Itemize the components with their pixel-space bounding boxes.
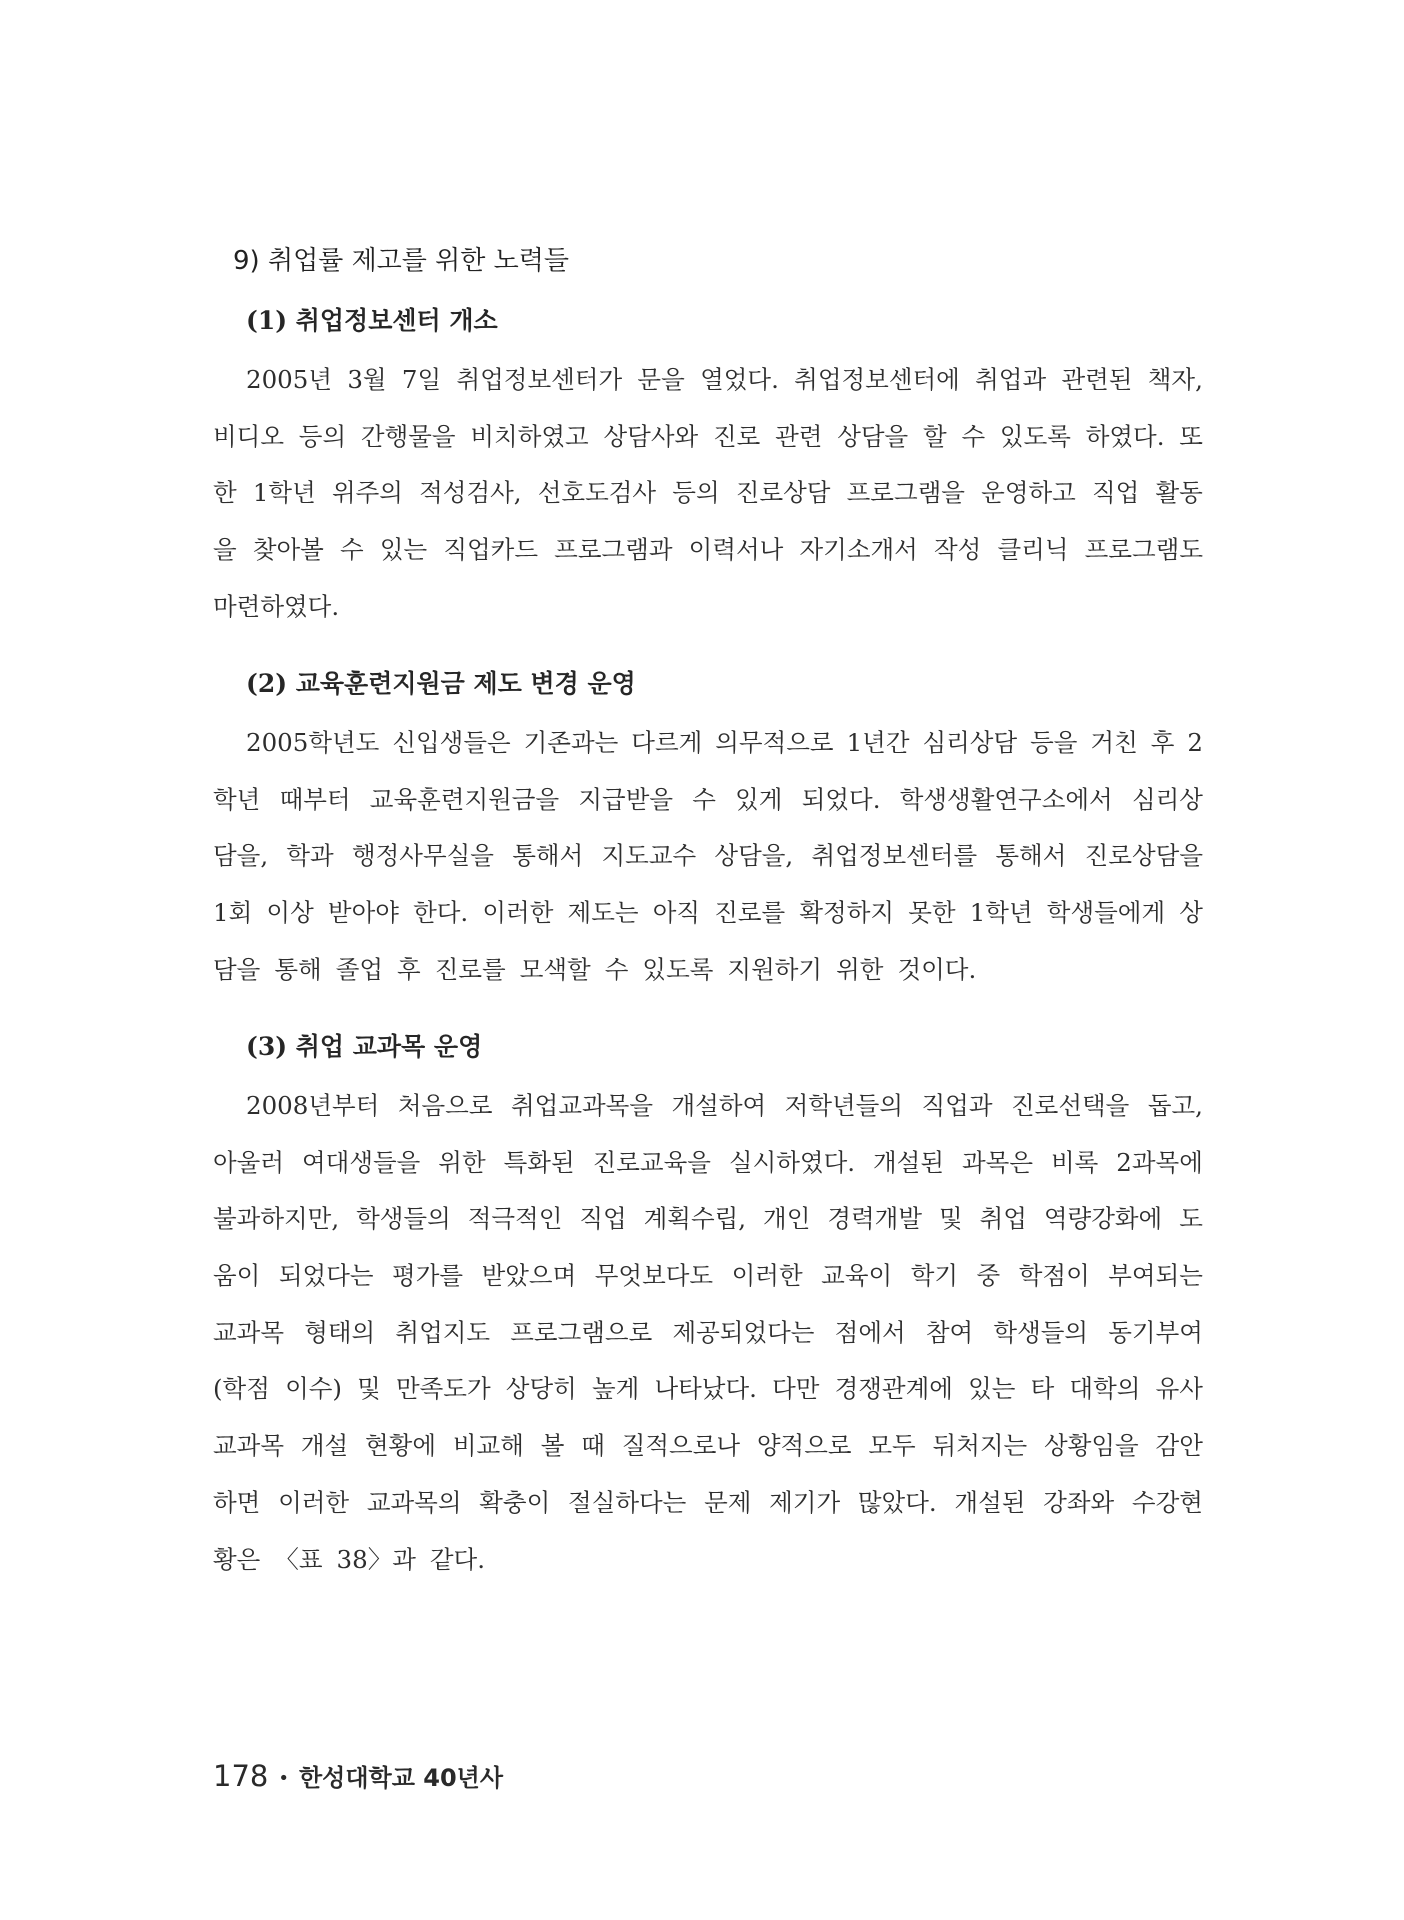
word: 활동 — [1155, 478, 1203, 508]
word: (학점 — [213, 1374, 270, 1404]
paragraph-line — [213, 522, 1203, 579]
paragraph-line — [213, 828, 1203, 885]
paragraph-line — [213, 715, 1203, 772]
word: 있도록 — [999, 421, 1071, 451]
subsection-2 — [213, 665, 1203, 998]
word: 거친 — [1090, 728, 1138, 757]
word: 프로그램과 — [554, 535, 673, 565]
word: 취업지도 — [395, 1317, 491, 1347]
page-footer — [213, 1758, 503, 1793]
paragraph-line — [213, 1418, 1203, 1475]
word: 학점이 — [1018, 1261, 1090, 1291]
word: 이러한 — [731, 1261, 803, 1291]
word: 등의 — [672, 478, 720, 508]
footer-bullet: • — [278, 1768, 289, 1789]
word: 학생들에게 — [1046, 898, 1166, 928]
word: 볼 — [540, 1431, 565, 1461]
word: 이력서나 — [688, 535, 784, 565]
word: 교과목 — [213, 1317, 285, 1347]
word: 3월 — [347, 365, 387, 394]
word: 하면 — [213, 1487, 261, 1517]
page-number: 178 — [213, 1759, 269, 1793]
word: 문을 — [637, 365, 685, 394]
word: 교과목 — [213, 1431, 285, 1461]
word: 직업카드 — [443, 535, 538, 565]
word: 38〉과 — [336, 1544, 416, 1574]
word: 때부터 — [279, 784, 351, 814]
word: 아직 — [652, 898, 701, 928]
word: 유사 — [1155, 1374, 1203, 1404]
word: 수 — [692, 784, 716, 814]
word: 비디오 — [213, 421, 285, 451]
word: 후 — [1150, 728, 1175, 757]
word: 진로상담 — [735, 478, 831, 508]
word: 있는 — [379, 535, 428, 565]
paragraph-line — [213, 942, 1203, 999]
word: 있게 — [735, 784, 783, 814]
word: 비교해 — [452, 1431, 524, 1461]
paragraph-line — [213, 772, 1203, 829]
word: 평가를 — [392, 1261, 464, 1291]
word: 교육이 — [821, 1261, 893, 1291]
word: 타 — [1030, 1374, 1055, 1404]
word: 개설 — [300, 1431, 349, 1461]
word: 또 — [1179, 421, 1203, 451]
word: 2과목에 — [1116, 1147, 1203, 1177]
word: 기존과는 — [523, 728, 619, 757]
word: 있는 — [968, 1374, 1016, 1404]
word: 담을 — [213, 954, 261, 984]
word: 졸업 — [335, 954, 384, 984]
word: 수 — [340, 535, 364, 565]
word: 참여 — [925, 1317, 974, 1347]
word: 〈표 — [274, 1544, 323, 1574]
word: 심리상담 — [922, 728, 1018, 757]
word: 처음으로 — [397, 1091, 493, 1120]
word: 받았으며 — [481, 1261, 577, 1291]
word: 프로그램도 — [1084, 535, 1203, 565]
word: 뒤처지는 — [932, 1431, 1028, 1461]
paragraph-line — [213, 1191, 1203, 1248]
word: 2005년 — [246, 365, 333, 394]
word: 진로교육을 — [592, 1147, 711, 1177]
word: 담을, — [213, 841, 269, 871]
word: 위주의 — [331, 478, 403, 508]
word: 및 — [357, 1374, 381, 1404]
word: 못한 — [908, 898, 956, 928]
word: 학년 — [213, 784, 261, 814]
word: 하였다. — [1085, 421, 1165, 451]
word: 지원하기 — [727, 954, 823, 984]
word: 운영하고 — [981, 478, 1076, 508]
document-page — [213, 0, 1203, 1920]
word: 제도는 — [567, 898, 639, 928]
subsection-title: (2) 교육훈련지원금 제도 변경 운영 — [246, 669, 636, 698]
word: 때 — [581, 1431, 605, 1461]
word: 황은 — [213, 1544, 261, 1574]
word: 열었다. — [700, 365, 779, 394]
word: 경쟁관계에 — [834, 1374, 953, 1404]
word: 7일 — [401, 365, 442, 394]
word: 할 — [923, 421, 947, 451]
paragraph-line — [213, 1078, 1203, 1135]
word: 행정사무실을 — [351, 841, 494, 871]
paragraph — [213, 1078, 1203, 1588]
word: 적성검사, — [419, 478, 522, 508]
word: 1학년 — [252, 478, 316, 508]
word: 중 — [976, 1261, 1001, 1291]
word: 이상 — [266, 898, 314, 928]
word: 프로그램으로 — [510, 1317, 653, 1347]
word: 불과하지만, — [213, 1204, 340, 1234]
word: 학생생활연구소에서 — [899, 784, 1113, 814]
word: 부여되는 — [1108, 1261, 1203, 1291]
word: 직업 — [579, 1204, 627, 1234]
word: 취업정보센터에 — [794, 365, 960, 394]
word: 통해서 — [512, 841, 584, 871]
word: 취업 — [979, 1204, 1027, 1234]
word: 만족도가 — [395, 1374, 491, 1404]
word: 무엇보다도 — [594, 1261, 714, 1291]
word: 관련 — [775, 421, 823, 451]
word: 교육훈련지원금을 — [369, 784, 560, 814]
word: 나타났다. — [654, 1374, 757, 1404]
word: 한다. — [413, 898, 469, 928]
word: 직업 — [1092, 478, 1140, 508]
paragraph-line — [213, 1135, 1203, 1192]
word: 취업교과목을 — [511, 1091, 654, 1120]
word: 수 — [604, 954, 629, 984]
subsection-title: (1) 취업정보센터 개소 — [246, 306, 498, 335]
word: 진로상담을 — [1084, 841, 1203, 871]
word: 심리상 — [1131, 784, 1203, 814]
word: 학기 — [910, 1261, 959, 1291]
word: 진로를 — [714, 898, 786, 928]
word: 작성 — [933, 535, 982, 565]
word: 받아야 — [327, 898, 399, 928]
word: 등의 — [298, 421, 347, 451]
word: 지급받을 — [578, 784, 674, 814]
word: 확충이 — [479, 1487, 551, 1517]
word: 움이 — [213, 1261, 261, 1291]
section-heading: 9) 취업률 제고를 위한 노력들 — [233, 246, 570, 276]
word: 의무적으로 — [715, 728, 834, 757]
word: 제공되었다는 — [672, 1317, 815, 1347]
word: 대학의 — [1069, 1374, 1141, 1404]
word: 후 — [397, 954, 421, 984]
word: 제기가 — [769, 1487, 841, 1517]
word: 비록 — [1050, 1147, 1099, 1177]
word: 수강현 — [1131, 1487, 1203, 1517]
word: 여대생들을 — [301, 1147, 421, 1177]
word: 1학년 — [969, 898, 1033, 928]
word: 학생들의 — [993, 1317, 1089, 1347]
word: 질적으로나 — [621, 1431, 741, 1461]
word: 수 — [961, 421, 986, 451]
word: 개설하여 — [671, 1091, 767, 1120]
word: 2 — [1187, 728, 1203, 757]
word: 양적으로 — [756, 1431, 852, 1461]
word: 교과목의 — [366, 1487, 462, 1517]
word: 돕고, — [1147, 1091, 1203, 1120]
word: 다르게 — [631, 728, 703, 757]
word: 같다. — [429, 1544, 485, 1574]
word: 다만 — [772, 1374, 820, 1404]
paragraph-line — [213, 1305, 1203, 1362]
word: 실시하였다. — [728, 1147, 856, 1177]
subsection-title: (3) 취업 교과목 운영 — [246, 1032, 483, 1061]
word: 통해 — [274, 954, 322, 984]
word: 신입생들은 — [392, 728, 511, 757]
word: 많았다. — [857, 1487, 937, 1517]
word: 2008년부터 — [246, 1091, 380, 1120]
word: 비치하였고 — [470, 421, 589, 451]
book-title: 한성대학교 40년사 — [298, 1764, 504, 1792]
word: 적극적인 — [467, 1204, 563, 1234]
word: 클리닉 — [997, 535, 1069, 565]
paragraph — [213, 715, 1203, 998]
paragraph — [213, 352, 1203, 635]
word: 저학년들의 — [784, 1091, 903, 1120]
word: 역량강화에 — [1043, 1204, 1163, 1234]
word: 것이다. — [897, 954, 977, 984]
word: 진로 — [712, 421, 761, 451]
word: 진로를 — [434, 954, 506, 984]
word: 한 — [213, 478, 237, 508]
word: 아울러 — [213, 1147, 285, 1177]
paragraph-line — [213, 1361, 1203, 1418]
word: 모색할 — [519, 954, 591, 984]
word: 책자, — [1147, 365, 1203, 394]
word: 지도교수 — [601, 841, 697, 871]
paragraph-line — [213, 409, 1203, 466]
word: 위한 — [438, 1147, 486, 1177]
word: 취업과 — [975, 365, 1047, 394]
word: 되었다는 — [278, 1261, 374, 1291]
word: 직업과 — [921, 1091, 993, 1120]
word: 간행물을 — [360, 421, 456, 451]
word: 및 — [938, 1204, 963, 1234]
word: 상담을, — [714, 841, 794, 871]
word: 현황에 — [365, 1431, 437, 1461]
word: 상 — [1179, 898, 1203, 928]
word: 자기소개서 — [799, 535, 918, 565]
word: 동기부여 — [1108, 1317, 1203, 1347]
word: 이수) — [285, 1374, 342, 1404]
word: 절실하다는 — [567, 1487, 687, 1517]
word: 통해서 — [995, 841, 1067, 871]
word: 상담사와 — [603, 421, 699, 451]
word: 점에서 — [834, 1317, 906, 1347]
paragraph-line — [213, 579, 1203, 636]
word: 을 — [213, 535, 237, 565]
word: 개인 — [763, 1204, 811, 1234]
paragraph-line — [213, 1475, 1203, 1532]
paragraph-line — [213, 1248, 1203, 1305]
word: 학생들의 — [356, 1204, 451, 1234]
word: 모두 — [868, 1431, 916, 1461]
word: 경력개발 — [827, 1204, 923, 1234]
subsection-1 — [213, 302, 1203, 635]
word: 이러한 — [482, 898, 554, 928]
word: 되었다. — [801, 784, 881, 814]
word: 찾아볼 — [252, 535, 324, 565]
word: 상담을 — [837, 421, 909, 451]
word: 개설된 — [873, 1147, 945, 1177]
word: 감안 — [1155, 1431, 1203, 1461]
word: 특화된 — [503, 1147, 575, 1177]
word: 취업정보센터를 — [811, 841, 978, 871]
word: 위한 — [836, 954, 884, 984]
word: 취업정보센터가 — [456, 365, 623, 394]
word: 마련하였다. — [213, 591, 340, 621]
word: 형태의 — [304, 1317, 376, 1347]
paragraph-line — [213, 465, 1203, 522]
word: 개설된 — [954, 1487, 1026, 1517]
subsection-3 — [213, 1028, 1203, 1588]
word: 도 — [1179, 1204, 1203, 1234]
paragraph-line — [213, 352, 1203, 409]
word: 진로선택을 — [1010, 1091, 1130, 1120]
word: 1회 — [213, 898, 253, 928]
paragraph-line — [213, 1532, 1203, 1589]
word: 이러한 — [278, 1487, 350, 1517]
word: 상황임을 — [1044, 1431, 1139, 1461]
word: 확정하지 — [799, 898, 895, 928]
word: 학과 — [286, 841, 334, 871]
word: 있도록 — [642, 954, 714, 984]
word: 강좌와 — [1043, 1487, 1115, 1517]
word: 프로그램을 — [846, 478, 965, 508]
paragraph-line — [213, 885, 1203, 942]
word: 1년간 — [846, 728, 910, 757]
word: 상당히 — [505, 1374, 577, 1404]
word: 선호도검사 — [537, 478, 657, 508]
word: 계획수립, — [643, 1204, 747, 1234]
word: 높게 — [591, 1374, 640, 1404]
word: 등을 — [1030, 728, 1078, 757]
word: 과목은 — [961, 1147, 1033, 1177]
word: 관련된 — [1061, 365, 1133, 394]
word: 2005학년도 — [246, 728, 380, 757]
word: 문제 — [704, 1487, 752, 1517]
